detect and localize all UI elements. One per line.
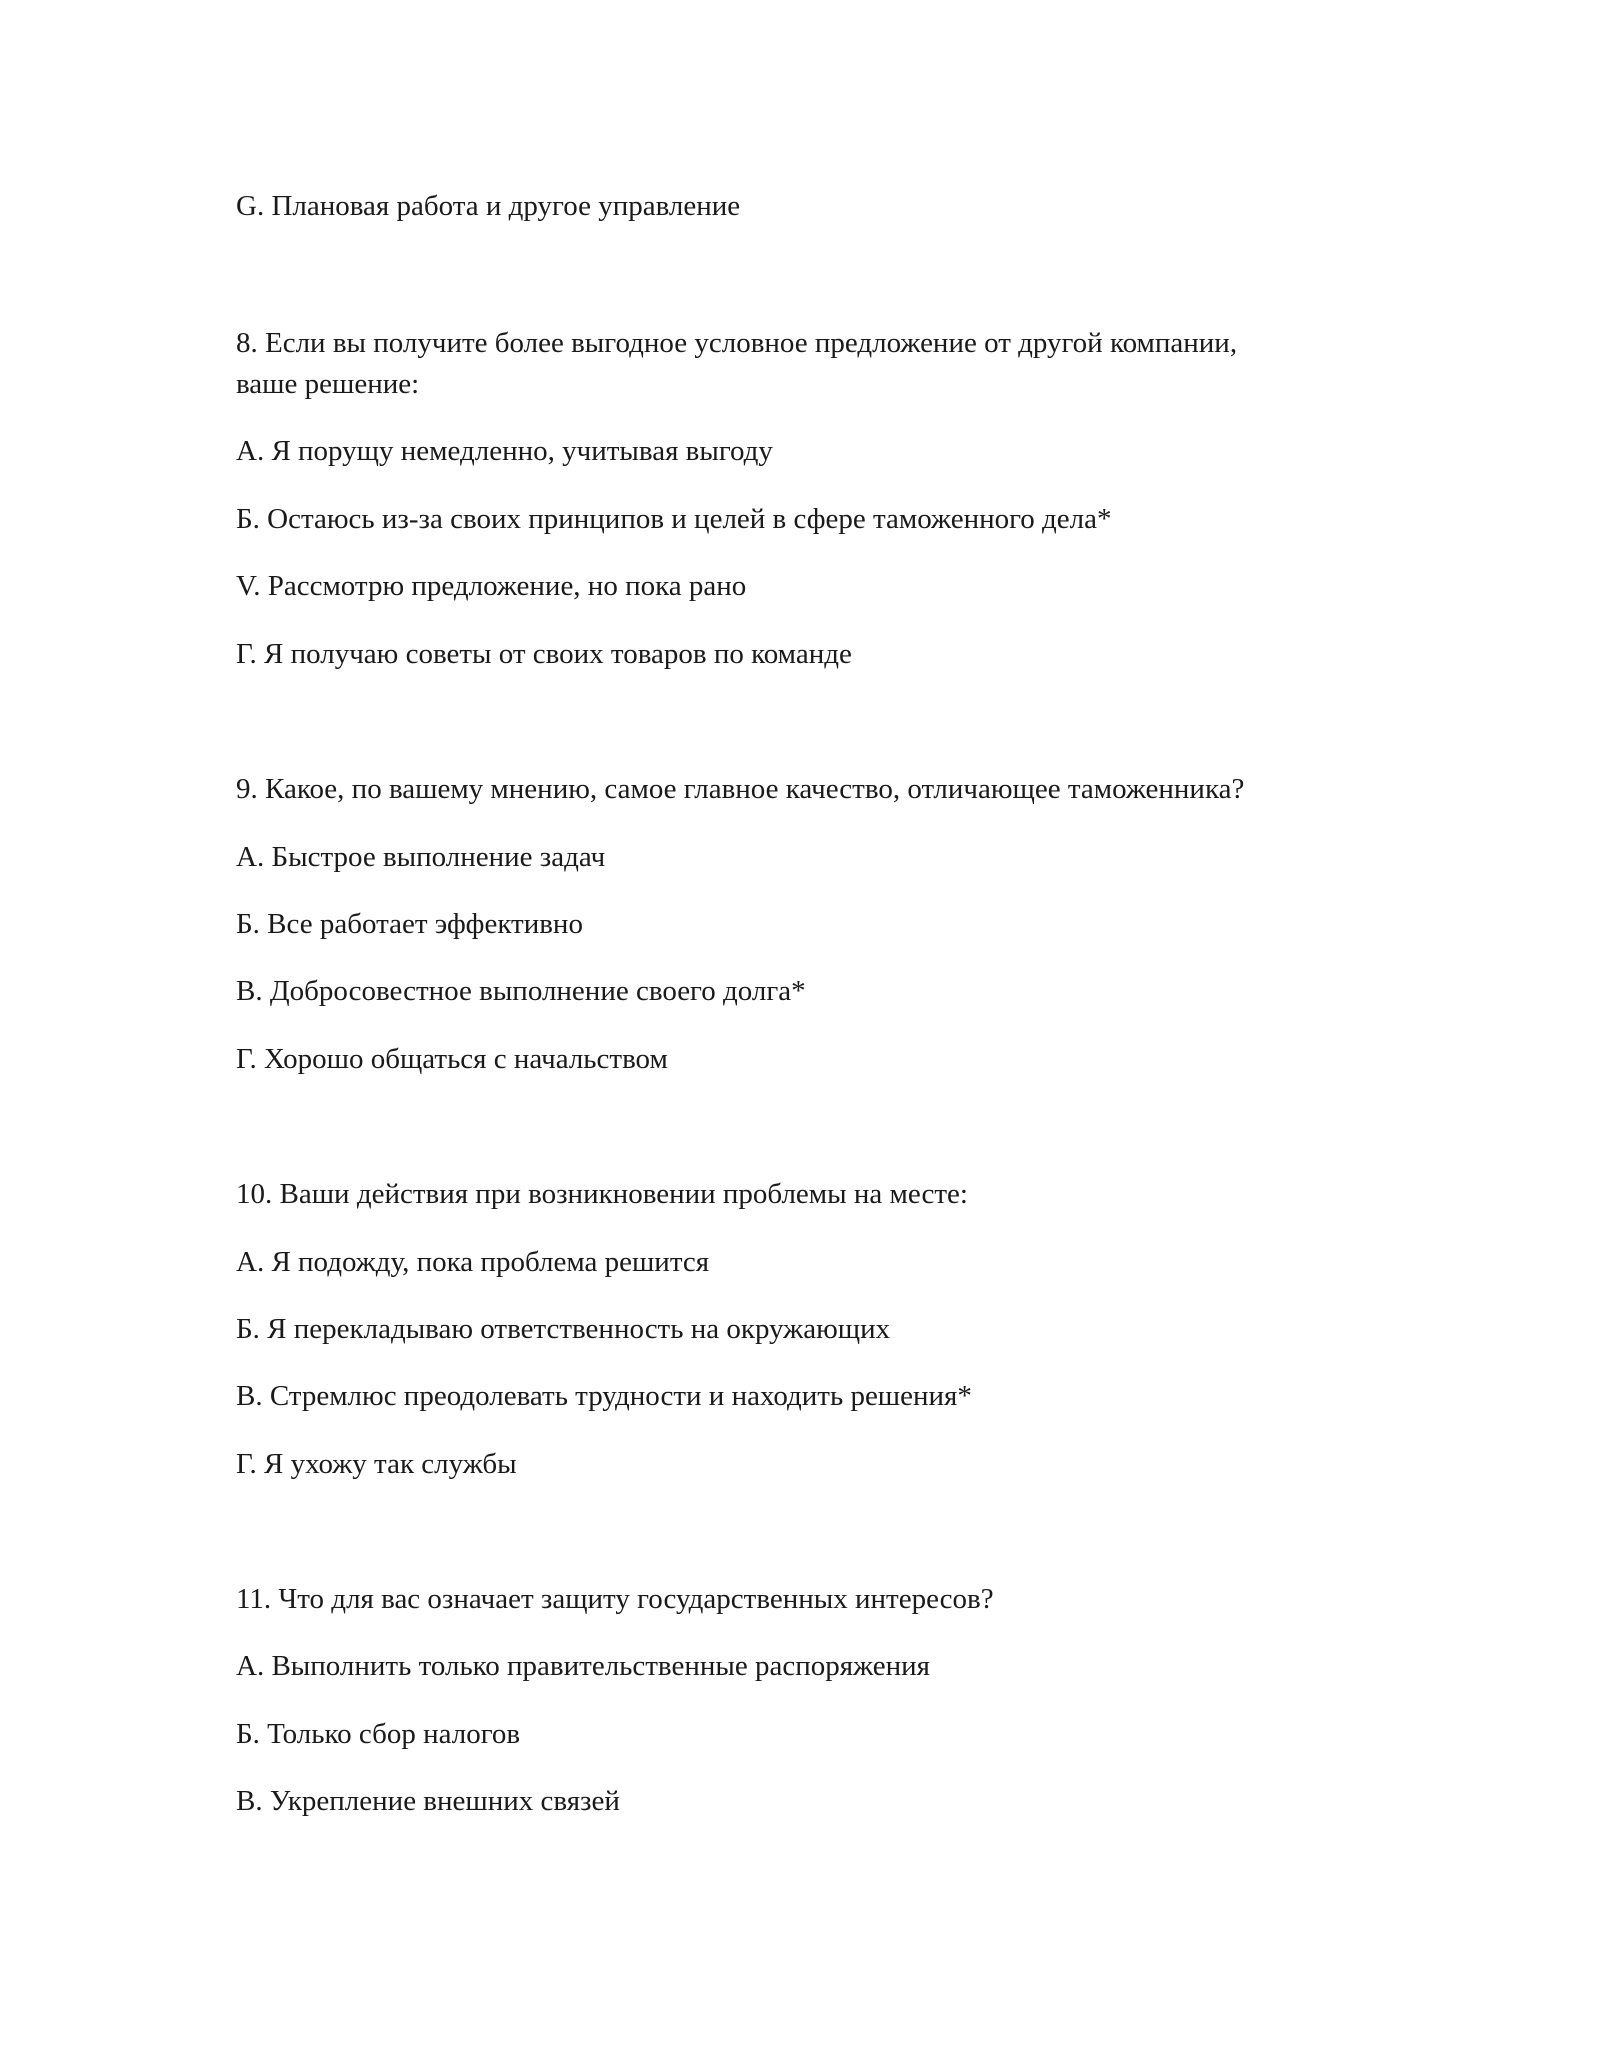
answer-option: А. Быстрое выполнение задач (236, 841, 606, 873)
answer-option: А. Я подожду, пока проблема решится (236, 1246, 710, 1278)
answer-option: Б. Остаюсь из-за своих принципов и целей в сфере таможенного дела* (236, 503, 1112, 535)
answer-option: Б. Все работает эффективно (236, 908, 583, 940)
answer-option: В. Укрепление внешних связей (236, 1785, 620, 1817)
question-8-line-1: 8. Если вы получите более выгодное условное предложение от другой компании, (236, 327, 1238, 359)
question-11-line-1: 11. Что для вас означает защиту государственных интересов? (236, 1583, 994, 1615)
answer-option: В. Добросовестное выполнение своего долга* (236, 975, 806, 1007)
answer-option: Г. Я получаю советы от своих товаров по команде (236, 638, 852, 670)
answer-option: Б. Я перекладываю ответственность на окружающих (236, 1313, 891, 1345)
answer-option: V. Рассмотрю предложение, но пока рано (236, 570, 747, 602)
question-8-line-2: ваше решение: (236, 368, 420, 400)
answer-option: А. Я порущу немедленно, учитывая выгоду (236, 435, 773, 467)
answer-option: Г. Я ухожу так службы (236, 1448, 517, 1480)
question-9-line-1: 9. Какое, по вашему мнению, самое главное качество, отличающее таможенника? (236, 773, 1245, 805)
answer-option: Г. Хорошо общаться с начальством (236, 1043, 668, 1075)
question-10-line-1: 10. Ваши действия при возникновении проблемы на месте: (236, 1178, 968, 1210)
answer-option: А. Выполнить только правительственные распоряжения (236, 1650, 930, 1682)
answer-option: В. Стремлюс преодолевать трудности и находить решения* (236, 1380, 972, 1412)
answer-option: Б. Только сбор налогов (236, 1718, 521, 1750)
answer-option: G. Плановая работа и другое управление (236, 190, 741, 222)
